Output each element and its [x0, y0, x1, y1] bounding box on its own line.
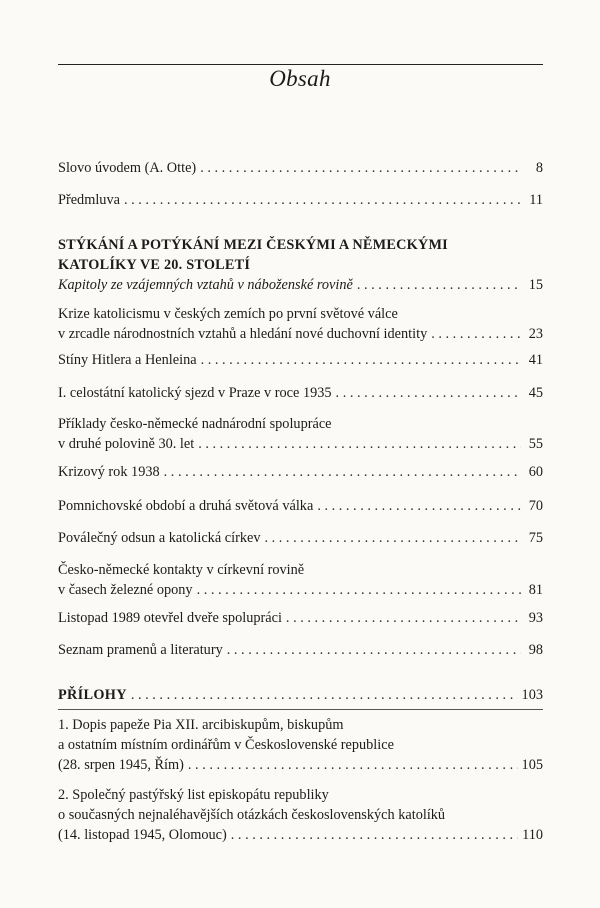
page-number: 41 — [528, 352, 543, 368]
toc-entry-text: Poválečný odsun a katolická církev — [58, 530, 261, 546]
toc-entry-sjezd[interactable] — [58, 383, 543, 403]
page-number: 70 — [528, 498, 543, 514]
dot-leader — [131, 685, 518, 705]
dot-leader — [124, 190, 521, 210]
toc-entry-text: Krizový rok 1938 — [58, 464, 160, 480]
dot-leader — [264, 528, 521, 548]
toc-entry-list[interactable] — [58, 785, 543, 845]
section-heading-line-2: KATOLÍKY VE 20. STOLETÍ — [58, 257, 251, 273]
section-subtitle: Kapitoly ze vzájemných vztahů v náboženské rovině — [58, 277, 353, 293]
page-number: 11 — [529, 192, 543, 208]
toc-entry-krizovy[interactable] — [58, 462, 543, 482]
toc-entry-prilohy[interactable] — [58, 685, 543, 705]
toc-entry-odsun[interactable] — [58, 528, 543, 548]
page-number: 23 — [528, 326, 543, 342]
dot-leader — [286, 608, 521, 628]
toc-entry-text-line-2: v časech železné opony — [58, 582, 193, 598]
toc-entry-seznam[interactable] — [58, 640, 543, 660]
toc-entry-priklady[interactable] — [58, 414, 543, 454]
toc-entry-text: Předmluva — [58, 192, 120, 208]
dot-leader — [164, 462, 521, 482]
toc-entry-text-line-1: 2. Společný pastýřský list episkopátu republiky — [58, 787, 329, 803]
toc-entry-text-line-3: (14. listopad 1945, Olomouc) — [58, 827, 227, 843]
page-number: 81 — [528, 582, 543, 598]
toc-entry-text-line-1: Krize katolicismu v českých zemích po první světové válce — [58, 306, 398, 322]
toc-entry-text: Listopad 1989 otevřel dveře spolupráci — [58, 610, 282, 626]
page-number: 55 — [528, 436, 543, 452]
page-number: 60 — [528, 464, 543, 480]
page-number: 105 — [521, 757, 543, 773]
page-number: 8 — [535, 160, 543, 176]
page-number: 45 — [528, 385, 543, 401]
toc-entry-listopad[interactable] — [58, 608, 543, 628]
toc-entry-text: Pomnichovské období a druhá světová válka — [58, 498, 314, 514]
page-number: 110 — [522, 827, 543, 843]
toc-entry-text-line-2: o současných nejnaléhavějších otázkách československých katolíků — [58, 807, 446, 823]
page-number: 15 — [528, 277, 543, 293]
toc-section-styakani[interactable] — [58, 235, 543, 295]
toc-entry-stiny[interactable] — [58, 350, 543, 370]
dot-leader — [197, 580, 521, 600]
toc-entry-text-line-3: (28. srpen 1945, Řím) — [58, 757, 184, 773]
toc-entry-text-line-1: Česko-německé kontakty v církevní rovině — [58, 562, 305, 578]
toc-entry-text: Seznam pramenů a literatury — [58, 642, 223, 658]
toc-entry-predmluva[interactable] — [58, 190, 543, 210]
dot-leader — [201, 350, 521, 370]
prilohy-divider — [58, 709, 543, 710]
toc-entry-text: Slovo úvodem (A. Otte) — [58, 160, 197, 176]
toc-entry-dopis[interactable] — [58, 715, 543, 775]
toc-entry-text-line-1: 1. Dopis papeže Pia XII. arcibiskupům, biskupům — [58, 717, 344, 733]
toc-entry-kontakty[interactable] — [58, 560, 543, 600]
section-heading-line-1: STÝKÁNÍ A POTÝKÁNÍ MEZI ČESKÝMI A NĚMECKÝMI — [58, 237, 448, 253]
dot-leader — [317, 496, 521, 516]
toc-entry-text: PŘÍLOHY — [58, 687, 127, 703]
dot-leader — [357, 275, 521, 295]
page-number: 98 — [528, 642, 543, 658]
toc-entry-text-line-2: v zrcadle národnostních vztahů a hledání nové duchovní identity — [58, 326, 428, 342]
page-number: 75 — [528, 530, 543, 546]
toc-entry-text: I. celostátní katolický sjezd v Praze v roce 1935 — [58, 385, 332, 401]
toc-entry-text-line-2: a ostatním místním ordinářům v Československé republice — [58, 737, 394, 753]
dot-leader — [227, 640, 521, 660]
toc-entry-text-line-2: v druhé polovině 30. let — [58, 436, 195, 452]
dot-leader — [336, 383, 521, 403]
toc-entry-slovo[interactable] — [58, 158, 543, 178]
toc-entry-pomnichovske[interactable] — [58, 496, 543, 516]
dot-leader — [231, 825, 518, 845]
top-rule — [58, 64, 543, 65]
page-number: 103 — [521, 687, 543, 703]
page-number: 93 — [528, 610, 543, 626]
dot-leader — [431, 324, 521, 344]
dot-leader — [188, 755, 518, 775]
toc-entry-text-line-1: Příklady česko-německé nadnárodní spolupráce — [58, 416, 332, 432]
dot-leader — [198, 434, 521, 454]
toc-entry-krize[interactable] — [58, 304, 543, 344]
toc-entry-text: Stíny Hitlera a Henleina — [58, 352, 197, 368]
page-title: Obsah — [269, 66, 331, 91]
dot-leader — [200, 158, 521, 178]
